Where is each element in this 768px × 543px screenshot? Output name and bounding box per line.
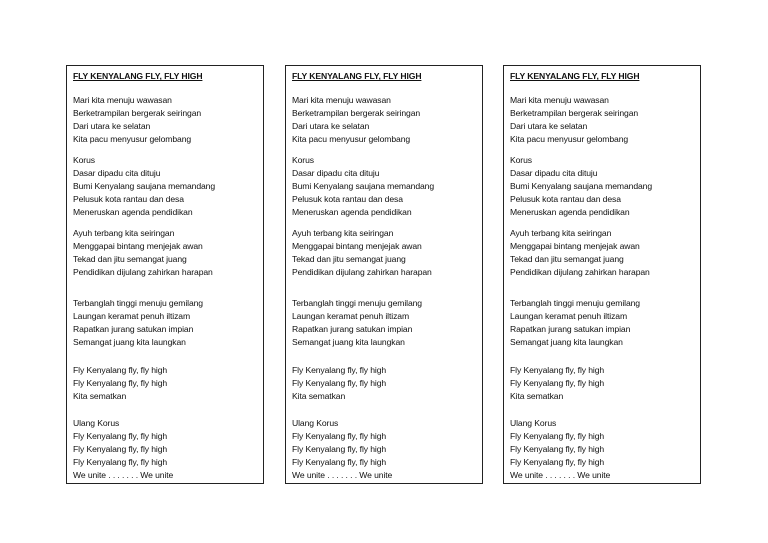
section-heading: Korus bbox=[292, 155, 314, 165]
lyric-line: Mari kita menuju wawasan bbox=[510, 95, 609, 105]
verse-3 bbox=[73, 297, 203, 349]
lyric-line: Pelusuk kota rantau dan desa bbox=[73, 194, 184, 204]
lyric-line: Bumi Kenyalang saujana memandang bbox=[73, 181, 216, 191]
lyric-line: Semangat juang kita laungkan bbox=[292, 337, 405, 347]
korus-section bbox=[73, 154, 215, 219]
section-heading: Korus bbox=[510, 155, 532, 165]
lyric-line: Berketrampilan bergerak seiringan bbox=[73, 108, 202, 118]
song-title: FLY KENYALANG FLY, FLY HIGH bbox=[292, 71, 422, 81]
lyric-line: Berketrampilan bergerak seiringan bbox=[510, 108, 639, 118]
lyric-line: Laungan keramat penuh iltizam bbox=[73, 311, 191, 321]
lyric-line: Fly Kenyalang fly, fly high bbox=[510, 444, 605, 454]
lyric-line: Dari utara ke selatan bbox=[73, 121, 151, 131]
lyric-line: Fly Kenyalang fly, fly high bbox=[292, 457, 387, 467]
lyric-line: Meneruskan agenda pendidikan bbox=[292, 207, 412, 217]
lyric-line: Menggapai bintang menjejak awan bbox=[510, 241, 640, 251]
verse-1 bbox=[73, 94, 201, 146]
korus-section bbox=[510, 154, 652, 219]
lyric-line: Kita sematkan bbox=[292, 391, 346, 401]
lyric-line: Bumi Kenyalang saujana memandang bbox=[510, 181, 653, 191]
lyric-line: We unite . . . . . . . We unite bbox=[292, 470, 393, 480]
lyric-line: Pelusuk kota rantau dan desa bbox=[510, 194, 621, 204]
lyric-line: Fly Kenyalang fly, fly high bbox=[510, 365, 605, 375]
lyric-line: Kita sematkan bbox=[73, 391, 127, 401]
lyric-line: Tekad dan jitu semangat juang bbox=[73, 254, 187, 264]
lyric-line: Fly Kenyalang fly, fly high bbox=[292, 378, 387, 388]
lyric-line: Pendidikan dijulang zahirkan harapan bbox=[73, 267, 213, 277]
lyric-line: Fly Kenyalang fly, fly high bbox=[510, 378, 605, 388]
lyric-line: Laungan keramat penuh iltizam bbox=[292, 311, 410, 321]
ulang-korus-section bbox=[292, 417, 392, 482]
lyric-line: Dari utara ke selatan bbox=[292, 121, 370, 131]
ulang-korus-section bbox=[73, 417, 173, 482]
lyric-line: Menggapai bintang menjejak awan bbox=[73, 241, 203, 251]
lyric-line: Pendidikan dijulang zahirkan harapan bbox=[292, 267, 432, 277]
lyrics-card bbox=[285, 65, 483, 484]
lyric-line: Terbanglah tinggi menuju gemilang bbox=[73, 298, 203, 308]
lyric-line: Mari kita menuju wawasan bbox=[73, 95, 172, 105]
lyric-line: Semangat juang kita laungkan bbox=[510, 337, 623, 347]
lyric-line: Ayuh terbang kita seiringan bbox=[510, 228, 612, 238]
lyric-line: Mari kita menuju wawasan bbox=[292, 95, 391, 105]
section-heading: Ulang Korus bbox=[292, 418, 339, 428]
lyric-line: Menggapai bintang menjejak awan bbox=[292, 241, 422, 251]
lyric-line: Kita pacu menyusur gelombang bbox=[73, 134, 192, 144]
lyric-line: Meneruskan agenda pendidikan bbox=[73, 207, 193, 217]
lyric-line: Fly Kenyalang fly, fly high bbox=[73, 431, 168, 441]
verse-3 bbox=[292, 297, 422, 349]
lyric-line: Fly Kenyalang fly, fly high bbox=[510, 457, 605, 467]
lyric-line: Rapatkan jurang satukan impian bbox=[510, 324, 631, 334]
lyric-line: Dasar dipadu cita dituju bbox=[292, 168, 380, 178]
lyric-line: Semangat juang kita laungkan bbox=[73, 337, 186, 347]
lyric-line: Fly Kenyalang fly, fly high bbox=[292, 365, 387, 375]
verse-3 bbox=[510, 297, 640, 349]
verse-2 bbox=[292, 227, 432, 279]
lyric-line: Fly Kenyalang fly, fly high bbox=[73, 365, 168, 375]
lyric-line: Rapatkan jurang satukan impian bbox=[73, 324, 194, 334]
lyric-line: Kita sematkan bbox=[510, 391, 564, 401]
chorus-section bbox=[292, 364, 386, 403]
lyrics-card bbox=[503, 65, 701, 484]
chorus-section bbox=[73, 364, 167, 403]
korus-section bbox=[292, 154, 434, 219]
lyric-line: Bumi Kenyalang saujana memandang bbox=[292, 181, 435, 191]
lyric-line: Kita pacu menyusur gelombang bbox=[292, 134, 411, 144]
song-title: FLY KENYALANG FLY, FLY HIGH bbox=[510, 71, 640, 81]
verse-2 bbox=[73, 227, 213, 279]
lyric-line: Fly Kenyalang fly, fly high bbox=[510, 431, 605, 441]
lyric-line: Terbanglah tinggi menuju gemilang bbox=[292, 298, 422, 308]
lyric-line: Ayuh terbang kita seiringan bbox=[292, 228, 394, 238]
lyric-line: Dari utara ke selatan bbox=[510, 121, 588, 131]
section-heading: Ulang Korus bbox=[510, 418, 557, 428]
ulang-korus-section bbox=[510, 417, 610, 482]
lyric-line: Tekad dan jitu semangat juang bbox=[510, 254, 624, 264]
chorus-section bbox=[510, 364, 604, 403]
lyric-line: Pendidikan dijulang zahirkan harapan bbox=[510, 267, 650, 277]
lyric-line: Dasar dipadu cita dituju bbox=[73, 168, 161, 178]
lyric-line: Kita pacu menyusur gelombang bbox=[510, 134, 629, 144]
lyric-line: We unite . . . . . . . We unite bbox=[510, 470, 611, 480]
lyric-line: Fly Kenyalang fly, fly high bbox=[73, 457, 168, 467]
verse-1 bbox=[510, 94, 638, 146]
lyric-line: We unite . . . . . . . We unite bbox=[73, 470, 174, 480]
section-heading: Korus bbox=[73, 155, 95, 165]
lyric-line: Meneruskan agenda pendidikan bbox=[510, 207, 630, 217]
lyric-line: Tekad dan jitu semangat juang bbox=[292, 254, 406, 264]
lyrics-card bbox=[66, 65, 264, 484]
verse-2 bbox=[510, 227, 650, 279]
lyric-line: Terbanglah tinggi menuju gemilang bbox=[510, 298, 640, 308]
song-title: FLY KENYALANG FLY, FLY HIGH bbox=[73, 71, 203, 81]
lyric-line: Ayuh terbang kita seiringan bbox=[73, 228, 175, 238]
verse-1 bbox=[292, 94, 420, 146]
lyric-line: Pelusuk kota rantau dan desa bbox=[292, 194, 403, 204]
lyric-line: Laungan keramat penuh iltizam bbox=[510, 311, 628, 321]
lyric-line: Berketrampilan bergerak seiringan bbox=[292, 108, 421, 118]
section-heading: Ulang Korus bbox=[73, 418, 120, 428]
lyric-line: Rapatkan jurang satukan impian bbox=[292, 324, 413, 334]
lyric-line: Fly Kenyalang fly, fly high bbox=[73, 378, 168, 388]
lyric-line: Fly Kenyalang fly, fly high bbox=[73, 444, 168, 454]
lyric-line: Dasar dipadu cita dituju bbox=[510, 168, 598, 178]
lyric-line: Fly Kenyalang fly, fly high bbox=[292, 431, 387, 441]
lyric-line: Fly Kenyalang fly, fly high bbox=[292, 444, 387, 454]
